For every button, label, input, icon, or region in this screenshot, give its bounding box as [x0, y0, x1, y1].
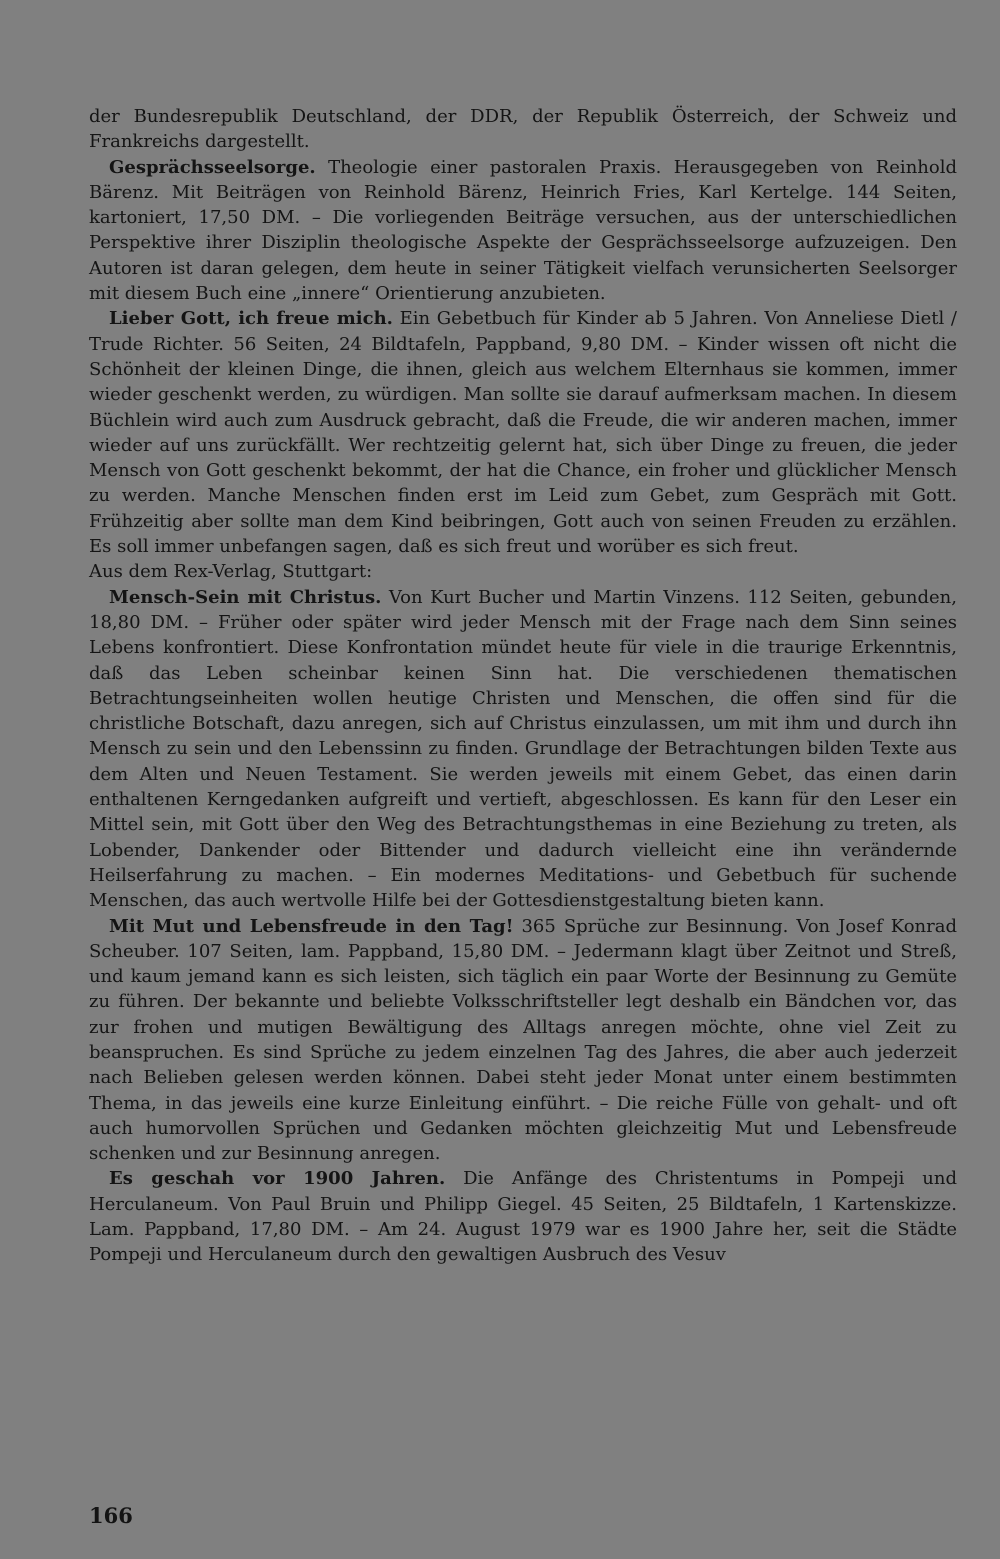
- entry-body: Theologie einer pastoralen Praxis. Herausgegeben von Reinhold Bärenz. Mit Beiträgen von Reinhold Bärenz, Heinrich Fries, Karl Kertelge. 144 Seiten, kartoniert, 17,50 DM. – Die vorliegenden Beiträge versuchen, aus der unterschiedlichen Perspektive ihrer Disziplin theologische Aspekte der Gesprächsseelsorge aufzuzeigen. Den Autoren ist daran gelegen, dem heute in seiner Tätigkeit vielfach verunsicherten Seelsorger mit diesem Buch eine „innere“ Orientierung anzubieten.: [89, 156, 957, 305]
- entry-title: Mit Mut und Lebensfreude in den Tag!: [109, 915, 514, 937]
- entry-body: Ein Gebetbuch für Kinder ab 5 Jahren. Von Anneliese Dietl / Trude Richter. 56 Seiten, 24 Bildtafeln, Pappband, 9,80 DM. – Kinder wissen oft nicht die Schönheit der kleinen Dinge, die ihnen, gleich aus welchem Elternhaus sie kommen, immer wieder geschenkt werden, zu würdigen. Man sollte sie darauf aufmerksam machen. In diesem Büchlein wird auch zum Ausdruck gebracht, daß die Freude, die wir anderen machen, immer wieder auf uns zurückfällt. Wer rechtzeitig gelernt hat, sich über Dinge zu freuen, die jeder Mensch von Gott geschenkt bekommt, der hat die Chance, ein froher und glücklicher Mensch zu werden. Manche Menschen finden erst im Leid zum Gebet, zum Gespräch mit Gott. Frühzeitig aber sollte man dem Kind beibringen, Gott auch von seinen Freuden zu erzählen. Es soll immer unbefangen sagen, daß es sich freut und worüber es sich freut.: [89, 308, 957, 558]
- entry-title: Mensch-Sein mit Christus.: [109, 586, 382, 608]
- entry-title: Es geschah vor 1900 Jahren.: [109, 1168, 446, 1190]
- publisher-heading: [89, 559, 957, 584]
- publisher-text: Aus dem Rex-Verlag, Stuttgart:: [89, 561, 373, 583]
- page-number: 166: [89, 1503, 133, 1528]
- entry-body: Die Anfänge des Christentums in Pompeji und Herculaneum. Von Paul Bruin und Philipp Giegel. 45 Seiten, 25 Bildtafeln, 1 Kartenskizze. Lam. Pappband, 17,80 DM. – Am 24. August 1979 war es 1900 Jahre her, seit die Städte Pompeji und Herculaneum durch den gewaltigen Ausbruch des Vesuv: [89, 1168, 957, 1266]
- intro-text: der Bundesrepublik Deutschland, der DDR, der Republik Österreich, der Schweiz und Frankreichs dargestellt.: [89, 106, 957, 153]
- entry-body: 365 Sprüche zur Besinnung. Von Josef Konrad Scheuber. 107 Seiten, lam. Pappband, 15,80 DM. – Jedermann klagt über Zeitnot und Streß, und kaum jemand kann es sich leisten, sich täglich ein paar Worte der Besinnung zu Gemüte zu führen. Der bekannte und beliebte Volksschriftsteller legt deshalb ein Bändchen vor, das zur frohen und mutigen Bewältigung des Alltags anregen möchte, ohne viel Zeit zu beanspruchen. Es sind Sprüche zu jedem einzelnen Tag des Jahres, die aber auch jederzeit nach Belieben gelesen werden können. Dabei steht jeder Monat unter einem bestimmten Thema, in das jeweils eine kurze Einleitung einführt. – Die reiche Fülle von gehalt- und oft auch humorvollen Sprüchen und Gedanken möchten gleichzeitig Mut und Lebensfreude schenken und zur Besinnung anregen.: [89, 915, 957, 1165]
- entry-mit-mut: [89, 914, 957, 1167]
- entry-es-geschah: [89, 1166, 957, 1267]
- entry-mensch-sein: [89, 585, 957, 914]
- entry-body: Von Kurt Bucher und Martin Vinzens. 112 Seiten, gebunden, 18,80 DM. – Früher oder später wird jeder Mensch mit der Frage nach dem Sinn seines Lebens konfrontiert. Diese Konfrontation mündet heute für viele in die traurige Erkenntnis, daß das Leben scheinbar keinen Sinn hat. Die verschiedenen thematischen Betrachtungseinheiten wollen heutige Christen und Menschen, die offen sind für die christliche Botschaft, dazu anregen, sich auf Christus einzulassen, um mit ihm und durch ihn Mensch zu sein und den Lebenssinn zu finden. Grundlage der Betrachtungen bilden Texte aus dem Alten und Neuen Testament. Sie werden jeweils mit einem Gebet, das einen darin enthaltenen Kerngedanken aufgreift und vertieft, abgeschlossen. Es kann für den Leser ein Mittel sein, mit Gott über den Weg des Betrachtungsthemas in eine Beziehung zu treten, als Lobender, Dankender oder Bittender und dadurch vielleicht eine ihn verändernde Heilserfahrung zu machen. – Ein modernes Meditations- und Gebetbuch für suchende Menschen, das auch wertvolle Hilfe bei der Gottesdienstgestaltung bieten kann.: [89, 586, 957, 912]
- entry-lieber-gott: [89, 306, 957, 559]
- intro-paragraph: [89, 104, 957, 155]
- entry-title: Gesprächsseelsorge.: [109, 156, 316, 178]
- page-body: [89, 104, 957, 1268]
- entry-title: Lieber Gott, ich freue mich.: [109, 308, 393, 330]
- entry-gespraechsseelsorge: [89, 155, 957, 307]
